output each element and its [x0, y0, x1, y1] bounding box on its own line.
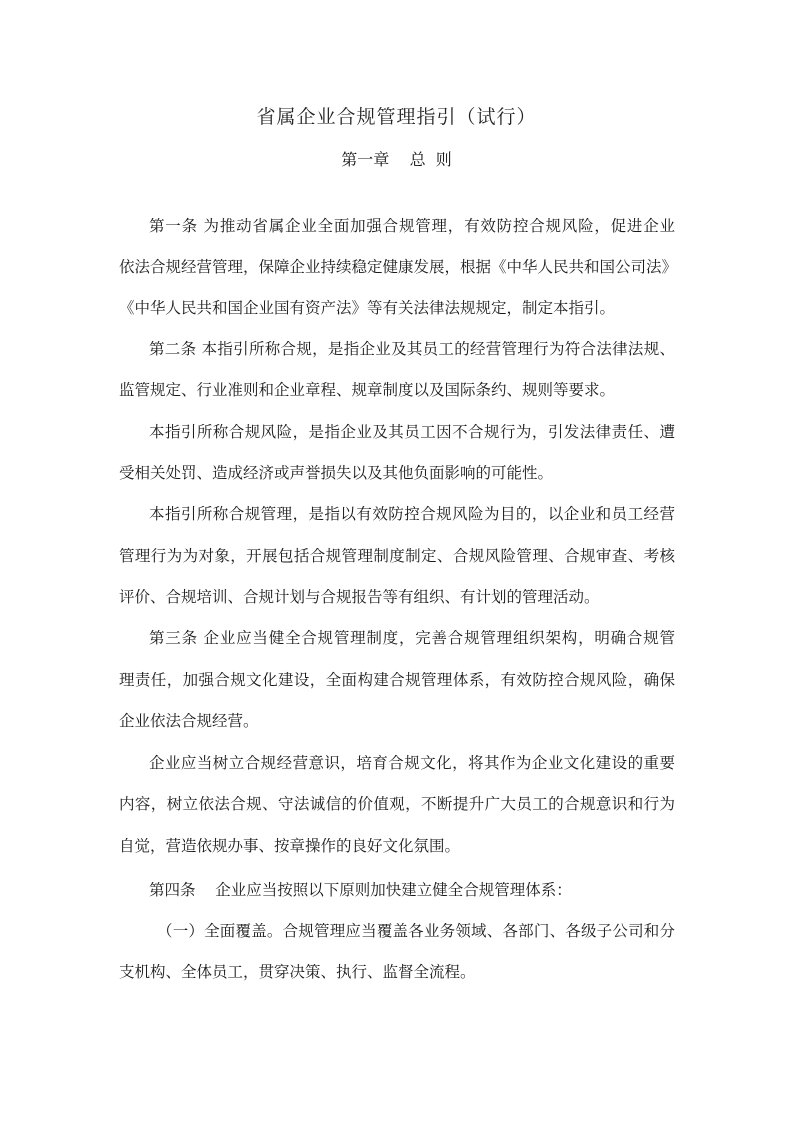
text-line: 第四条 企业应当按照以下原则加快建立健全合规管理体系： [149, 881, 572, 899]
text-line: 本指引所称合规管理，是指以有效防控合规风险为目的，以企业和员工经营 [149, 505, 675, 523]
text-line: 本指引所称合规风险，是指企业及其员工因不合规行为，引发法律责任、遭 [149, 423, 675, 441]
text-line: 管理行为为对象，开展包括合规管理制度制定、合规风险管理、合规审查、考核 [119, 547, 675, 565]
text-line: 内容，树立依法合规、守法诚信的价值观，不断提升广大员工的合规意识和行为 [119, 795, 675, 813]
text-line: 理责任，加强合规文化建设，全面构建合规管理体系，有效防控合规风险，确保 [119, 671, 675, 689]
chapter-heading: 第一章 总 则 [341, 150, 452, 169]
text-line: 第二条 本指引所称合规，是指企业及其员工的经营管理行为符合法律法规、 [149, 340, 675, 358]
text-line: 企业应当树立合规经营意识，培育合规文化，将其作为企业文化建设的重要 [149, 754, 675, 772]
text-line: （一）全面覆盖。合规管理应当覆盖各业务领域、各部门、各级子公司和分 [157, 922, 675, 940]
text-line: 受相关处罚、造成经济或声誉损失以及其他负面影响的可能性。 [119, 464, 554, 482]
text-line: 《中华人民共和国企业国有资产法》等有关法律法规规定，制定本指引。 [119, 299, 616, 317]
document-title: 省属企业合规管理指引（试行） [256, 106, 537, 128]
text-line: 依法合规经营管理，保障企业持续稳定健康发展，根据《中华人民共和国公司法》 [119, 258, 678, 276]
text-line: 监管规定、行业准则和企业章程、规章制度以及国际条约、规则等要求。 [119, 381, 616, 399]
text-line: 评价、合规培训、合规计划与合规报告等有组织、有计划的管理活动。 [119, 588, 600, 606]
text-line: 第三条 企业应当健全合规管理制度，完善合规管理组织架构，明确合规管 [149, 629, 675, 647]
text-line: 支机构、全体员工，贯穿决策、执行、监督全流程。 [119, 963, 476, 981]
text-line: 企业依法合规经营。 [119, 712, 259, 730]
text-line: 自觉，营造依规办事、按章操作的良好文化氛围。 [119, 837, 461, 855]
text-line: 第一条 为推动省属企业全面加强合规管理，有效防控合规风险，促进企业 [149, 217, 675, 235]
